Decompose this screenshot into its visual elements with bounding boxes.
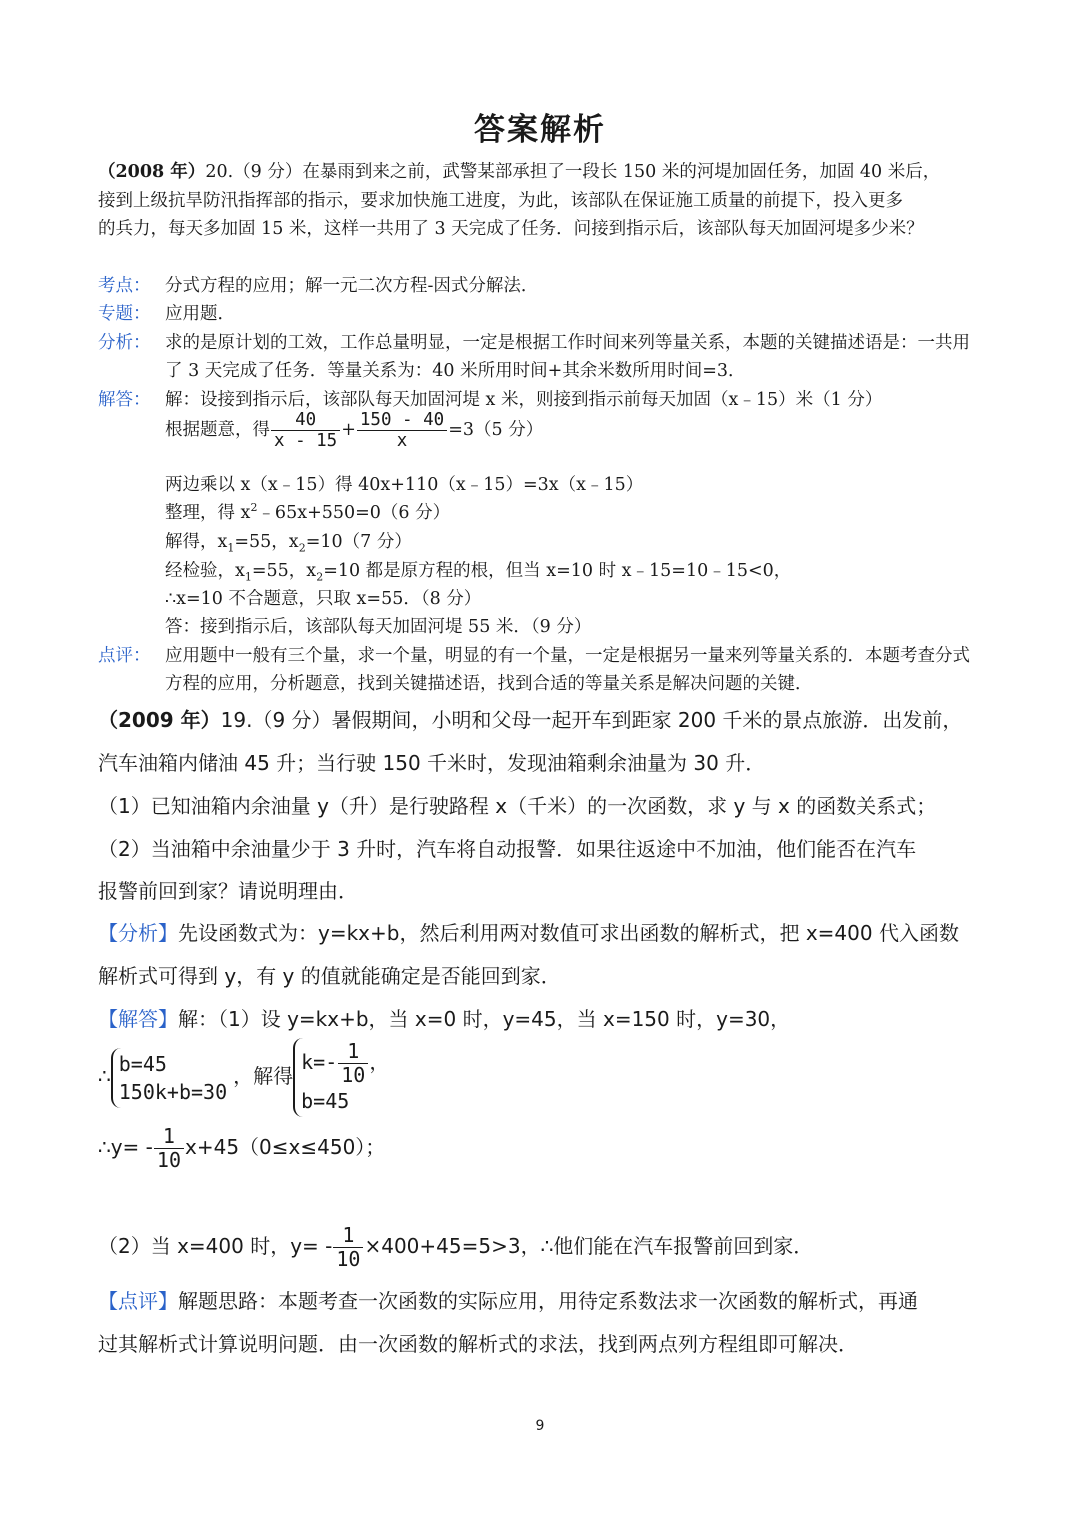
fenxi-line-1: 求的是原计划的工效，工作总量明显，一定是根据工作时间来列等量关系，本题的关键描述语是：一共用 [165, 333, 970, 353]
equation-system: b=45 150k+b=30 [111, 1048, 233, 1108]
equation-system-line: ∴ b=45 150k+b=30 ，解得 k=- $\frac{1}{10}$ ， b=45 [98, 1038, 395, 1117]
fraction-1-over-10-k: $\frac{1}{10}$ [338, 1040, 368, 1087]
problem-2008-line-3: 的兵力，每天多加固 15 米，这样一共用了 3 天完成了任务．问接到指示后，该部队每天加固河堤多少米？ [98, 219, 924, 239]
solution-system: k=- $\frac{1}{10}$ ， b=45 [293, 1038, 395, 1117]
dianping-label: 点评： [98, 646, 151, 666]
review-line-2: 过其解析式计算说明问题．由一次函数的解析式的求法，找到两点列方程组即可解决． [98, 1332, 858, 1356]
review-line-1: 【点评】解题思路：本题考查一次函数的实际应用，用待定系数法求一次函数的解析式，再通 [98, 1289, 918, 1313]
equation-line: 根据题意，得 $\frac{40}{x - 15}$ + $\frac{150 - 40}{x}$ =3（5 分） [165, 410, 544, 452]
zhuanti-text: 应用题． [165, 304, 235, 324]
dianping-line-1: 应用题中一般有三个量，求一个量，明显的有一个量，一定是根据另一量来列等量关系的．本题考查分式 [165, 646, 970, 666]
problem-2009-line-1: （2009 年）19.（9 分）暑假期间，小明和父母一起开车到距家 200 千米的景点旅游．出发前， [98, 708, 963, 732]
dianping-line-2: 方程的应用，分析题意，找到关键描述语，找到合适的等量关系是解决问题的关键． [165, 674, 813, 694]
fraction-40-over-x-15: $\frac{40}{x - 15}$ [271, 410, 340, 451]
part2-line: （2）当 x=400 时，y= - $\frac{1}{10}$ ×400+45=5>3，∴他们能在汽车报警前回到家． [98, 1223, 814, 1271]
problem-2009-line-2: 汽车油箱内储油 45 升；当行驶 150 千米时，发现油箱剩余油量为 30 升． [98, 751, 766, 775]
jieda-line-1: 解：设接到指示后，该部队每天加固河堤 x 米，则接到指示前每天加固（x﹣15）米（1 分） [165, 390, 883, 410]
problem-2008-line-2: 接到上级抗旱防汛指挥部的指示，要求加快施工进度，为此，该部队在保证施工质量的前提下，投入更多 [98, 191, 903, 211]
solution-line-1: 【解答】解：（1）设 y=kx+b，当 x=0 时，y=45，当 x=150 时，y=30， [98, 1007, 791, 1031]
jieda-line-7: ∴x=10 不合题意，只取 x=55．（8 分） [165, 589, 482, 609]
jieda-line-4: 整理，得 $x^2﹣65x+550=0(6$ 分） [165, 501, 451, 523]
kaodian-text: 分式方程的应用；解一元二次方程-因式分解法． [165, 276, 539, 296]
analysis-line-1: 【分析】先设函数式为：y=kx+b，然后利用两对数值可求出函数的解析式，把 x=400 代入函数 [98, 921, 959, 945]
function-line: ∴y= - $\frac{1}{10}$ x+45（0≤x≤450）； [98, 1124, 386, 1172]
year-label-2008: （2008 年） [98, 162, 206, 182]
problem-2009-line-3: （1）已知油箱内余油量 y（升）是行驶路程 x（千米）的一次函数，求 y 与 x 的函数关系式； [98, 794, 937, 818]
fenxi-line-2: 了 3 天完成了任务．等量关系为：40 米所用时间+其余米数所用时间=3． [165, 361, 746, 381]
problem-2009-line-5: 报警前回到家？请说明理由． [98, 879, 358, 903]
problem-2009-line-4: （2）当油箱中余油量少于 3 升时，汽车将自动报警．如果往返途中不加油，他们能否在汽车 [98, 837, 917, 861]
page-title: 答案解析 [474, 112, 606, 148]
kaodian-label: 考点： [98, 276, 151, 296]
problem-2008-line-1: （2008 年）20.（9 分）在暴雨到来之前，武警某部承担了一段长 150 米的河堤加固任务，加固 40 米后， [98, 162, 941, 182]
fraction-1-over-10-func: $\frac{1}{10}$ [154, 1125, 184, 1172]
jieda-line-5: 解得，$x_1=55$，$x_2=10(7$ 分） [165, 532, 412, 555]
jieda-line-8: 答：接到指示后，该部队每天加固河堤 55 米．（9 分） [165, 617, 592, 637]
analysis-line-2: 解析式可得到 y，有 y 的值就能确定是否能回到家． [98, 964, 561, 988]
jieda-line-6: 经检验，$x_1=55$，$x_2=10$ 都是原方程的根，但当 x=10 时 x﹣15=10﹣15<0， [165, 561, 792, 584]
analysis-label: 【分析】 [98, 921, 178, 945]
fraction-110-over-x: $\frac{150 - 40}{x}$ [357, 410, 447, 451]
jieda-label: 解答： [98, 390, 151, 410]
page-number: 9 [535, 1418, 545, 1434]
fenxi-label: 分析： [98, 333, 151, 353]
solution-label: 【解答】 [98, 1007, 178, 1031]
zhuanti-label: 专题： [98, 304, 151, 324]
fraction-1-over-10-part2: $\frac{1}{10}$ [333, 1224, 363, 1271]
year-label-2009: （2009 年） [98, 708, 221, 732]
review-label: 【点评】 [98, 1289, 178, 1313]
jieda-line-3: 两边乘以 x（x﹣15）得 40x+110（x﹣15）=3x（x﹣15） [165, 475, 644, 495]
